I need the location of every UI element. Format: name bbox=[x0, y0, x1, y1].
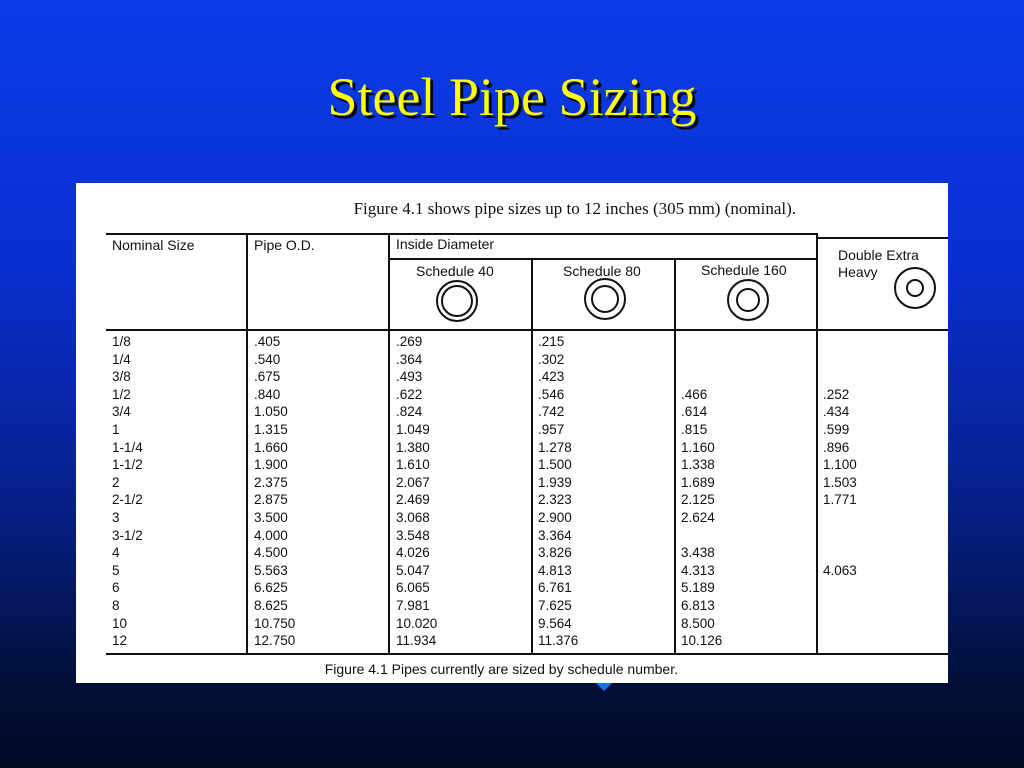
table-cell-s40: 1.380 bbox=[396, 439, 430, 455]
column-divider-5 bbox=[816, 233, 818, 655]
table-cell-xxh: .896 bbox=[823, 439, 850, 455]
table-cell-s80: 2.900 bbox=[538, 509, 572, 525]
table-cell-nominal: 1 bbox=[112, 421, 120, 437]
table-cell-xxh bbox=[823, 579, 857, 597]
column-divider-2 bbox=[388, 233, 390, 655]
header-inside-diameter: Inside Diameter bbox=[396, 236, 495, 252]
table-cell-s80: 1.278 bbox=[538, 439, 572, 455]
table-cell-s80: 4.813 bbox=[538, 562, 572, 578]
table-cell-od: 5.563 bbox=[254, 562, 288, 578]
table-cell-xxh bbox=[823, 509, 857, 527]
header-nominal-size: Nominal Size bbox=[112, 237, 195, 253]
table-cell-s160: 1.689 bbox=[681, 474, 715, 490]
inside-diameter-rule bbox=[389, 258, 818, 260]
table-cell-s80: 1.939 bbox=[538, 474, 572, 490]
table-cell-s160: 6.813 bbox=[681, 597, 715, 613]
slide-marker-icon bbox=[596, 683, 612, 691]
table-cell-s40: 2.067 bbox=[396, 474, 430, 490]
table-cell-s40: 2.469 bbox=[396, 492, 430, 508]
table-cell-xxh bbox=[823, 615, 857, 633]
table-cell-s160: .815 bbox=[681, 421, 708, 437]
table-cell-od: .675 bbox=[254, 369, 281, 385]
table-cell-xxh bbox=[823, 632, 857, 650]
table-cell-s160: 3.438 bbox=[681, 545, 715, 561]
table-cell-s160 bbox=[681, 368, 722, 386]
table-cell-nominal: 4 bbox=[112, 545, 120, 561]
table-bottom-rule bbox=[106, 653, 948, 655]
table-cell-od: 1.900 bbox=[254, 457, 288, 473]
table-cell-xxh bbox=[823, 544, 857, 562]
table-cell-nominal: 10 bbox=[112, 615, 128, 631]
table-cell-nominal: 3 bbox=[112, 509, 120, 525]
table-cell-od: 12.750 bbox=[254, 633, 296, 649]
table-cell-xxh bbox=[823, 527, 857, 545]
table-cell-nominal: 12 bbox=[112, 633, 128, 649]
table-cell-od: 4.500 bbox=[254, 545, 288, 561]
table-cell-s80: 6.761 bbox=[538, 580, 572, 596]
table-cell-s40: .493 bbox=[396, 369, 423, 385]
header-schedule-40: Schedule 40 bbox=[416, 263, 494, 279]
header-pipe-od: Pipe O.D. bbox=[254, 237, 315, 253]
table-cell-s40: 1.610 bbox=[396, 457, 430, 473]
table-cell-s40: .824 bbox=[396, 404, 423, 420]
table-cell-s40: 3.068 bbox=[396, 509, 430, 525]
schedule-160-column bbox=[681, 333, 722, 650]
table-cell-xxh: 4.063 bbox=[823, 562, 857, 578]
table-cell-s80: 2.323 bbox=[538, 492, 572, 508]
table-cell-od: 8.625 bbox=[254, 597, 288, 613]
table-cell-nominal: 1/4 bbox=[112, 351, 131, 367]
table-cell-od: 3.500 bbox=[254, 509, 288, 525]
table-cell-s40: 7.981 bbox=[396, 597, 430, 613]
table-cell-xxh: 1.100 bbox=[823, 457, 857, 473]
table-cell-s160: 5.189 bbox=[681, 580, 715, 596]
table-cell-xxh bbox=[823, 368, 857, 386]
table-cell-od: 2.875 bbox=[254, 492, 288, 508]
table-cell-od: .405 bbox=[254, 334, 281, 349]
schedule-40-pipe-icon bbox=[436, 280, 478, 322]
table-cell-od: .840 bbox=[254, 386, 281, 402]
table-top-rule-right bbox=[816, 237, 948, 239]
table-cell-s160: 1.338 bbox=[681, 457, 715, 473]
table-cell-od: 1.050 bbox=[254, 404, 288, 420]
table-cell-s160: 8.500 bbox=[681, 615, 715, 631]
table-top-rule bbox=[106, 233, 818, 235]
schedule-40-column bbox=[396, 333, 437, 650]
table-cell-nominal: 3/4 bbox=[112, 404, 131, 420]
header-double-extra-heavy: Double Extra Heavy bbox=[838, 247, 919, 280]
table-cell-s40: 1.049 bbox=[396, 421, 430, 437]
table-cell-nominal: 2-1/2 bbox=[112, 492, 143, 508]
table-cell-s160 bbox=[681, 333, 722, 351]
column-divider-3 bbox=[531, 258, 533, 655]
table-cell-s160: .614 bbox=[681, 404, 708, 420]
table-cell-s80: 7.625 bbox=[538, 597, 572, 613]
table-cell-s40: 6.065 bbox=[396, 580, 430, 596]
header-schedule-80: Schedule 80 bbox=[563, 263, 641, 279]
table-cell-s80: .302 bbox=[538, 351, 565, 367]
table-cell-xxh: .599 bbox=[823, 421, 850, 437]
table-cell-od: 10.750 bbox=[254, 615, 296, 631]
table-cell-xxh bbox=[823, 333, 857, 351]
header-bottom-rule bbox=[106, 329, 948, 331]
table-cell-od: 6.625 bbox=[254, 580, 288, 596]
table-cell-s160: 2.125 bbox=[681, 492, 715, 508]
table-cell-nominal: 6 bbox=[112, 580, 120, 596]
table-cell-xxh bbox=[823, 597, 857, 615]
table-cell-s40: .622 bbox=[396, 386, 423, 402]
table-cell-od: 4.000 bbox=[254, 527, 288, 543]
table-cell-nominal: 3/8 bbox=[112, 369, 131, 385]
table-cell-s80: 1.500 bbox=[538, 457, 572, 473]
table-cell-xxh: .252 bbox=[823, 386, 850, 402]
table-cell-nominal: 1-1/4 bbox=[112, 439, 143, 455]
double-extra-heavy-column bbox=[823, 333, 857, 650]
table-cell-s160 bbox=[681, 351, 722, 369]
table-cell-s40: .364 bbox=[396, 351, 423, 367]
table-cell-xxh: .434 bbox=[823, 404, 850, 420]
table-cell-s160: 4.313 bbox=[681, 562, 715, 578]
table-cell-s80: .957 bbox=[538, 421, 565, 437]
table-cell-nominal: 5 bbox=[112, 562, 120, 578]
table-cell-od: 1.315 bbox=[254, 421, 288, 437]
double-extra-heavy-pipe-icon bbox=[894, 267, 936, 309]
column-divider-1 bbox=[246, 233, 248, 655]
table-cell-nominal: 1/2 bbox=[112, 386, 131, 402]
table-cell-xxh: 1.503 bbox=[823, 474, 857, 490]
figure-heading: Figure 4.1 shows pipe sizes up to 12 inches (305 mm) (nominal). bbox=[353, 199, 796, 218]
table-cell-s80: .423 bbox=[538, 369, 565, 385]
table-cell-nominal: 3-1/2 bbox=[112, 527, 143, 543]
table-cell-od: 1.660 bbox=[254, 439, 288, 455]
table-cell-nominal: 8 bbox=[112, 597, 120, 613]
table-cell-s40: .269 bbox=[396, 334, 423, 349]
table-cell-s80: .215 bbox=[538, 334, 565, 349]
table-cell-od: 2.375 bbox=[254, 474, 288, 490]
table-cell-s160: 1.160 bbox=[681, 439, 715, 455]
table-cell-xxh: 1.771 bbox=[823, 492, 857, 508]
table-cell-s80: 3.364 bbox=[538, 527, 572, 543]
table-cell-s160: .466 bbox=[681, 386, 708, 402]
table-cell-s160: 2.624 bbox=[681, 509, 715, 525]
table-cell-nominal: 1/8 bbox=[112, 334, 131, 349]
table-cell-od: .540 bbox=[254, 351, 281, 367]
nominal-size-column bbox=[112, 333, 143, 650]
table-cell-s80: 9.564 bbox=[538, 615, 572, 631]
table-cell-s40: 5.047 bbox=[396, 562, 430, 578]
pipe-size-figure bbox=[76, 183, 948, 683]
pipe-od-column bbox=[254, 333, 295, 650]
schedule-80-pipe-icon bbox=[584, 278, 626, 320]
schedule-160-pipe-icon bbox=[727, 279, 769, 321]
table-cell-s80: 11.376 bbox=[538, 633, 579, 649]
slide-title: Steel Pipe Sizing bbox=[327, 67, 697, 127]
table-cell-s40: 10.020 bbox=[396, 615, 438, 631]
header-schedule-160: Schedule 160 bbox=[701, 262, 787, 278]
table-cell-xxh bbox=[823, 351, 857, 369]
table-cell-nominal: 2 bbox=[112, 474, 120, 490]
column-divider-4 bbox=[674, 258, 676, 655]
table-cell-s80: .546 bbox=[538, 386, 565, 402]
table-cell-s160: 10.126 bbox=[681, 633, 723, 649]
table-cell-s160 bbox=[681, 527, 722, 545]
table-cell-s80: .742 bbox=[538, 404, 565, 420]
table-cell-s80: 3.826 bbox=[538, 545, 572, 561]
schedule-80-column bbox=[538, 333, 578, 650]
table-cell-s40: 11.934 bbox=[396, 633, 437, 649]
table-cell-s40: 4.026 bbox=[396, 545, 430, 561]
table-cell-nominal: 1-1/2 bbox=[112, 457, 143, 473]
table-cell-s40: 3.548 bbox=[396, 527, 430, 543]
figure-caption: Figure 4.1 Pipes currently are sized by schedule number. bbox=[324, 661, 678, 677]
